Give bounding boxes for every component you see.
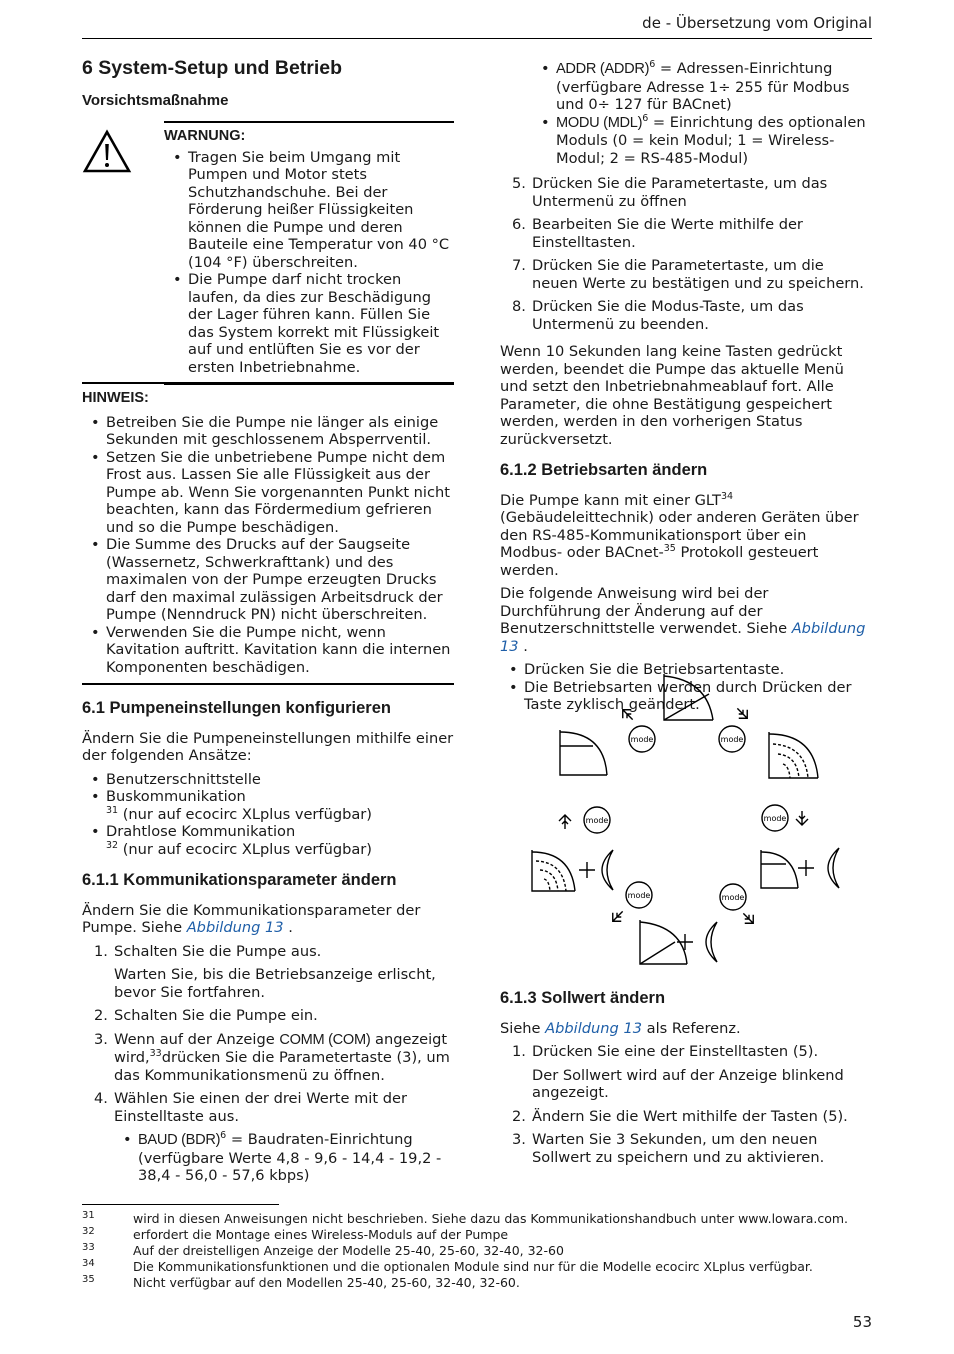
section-6-1-title: 6.1 Pumpeneinstellungen konfigurieren [82,699,391,717]
page-number: 53 [852,1313,872,1331]
step: 1. Drücken Sie eine der Einstelltasten (5). Der Sollwert wird auf der Anzeige blinkend angezeigt. [500,1043,872,1102]
mode-button-label: mode [721,893,745,902]
figure-link[interactable]: Abbildung 13 [186,919,284,936]
section-6-1-2-p1: Die Pumpe kann mit einer GLT$^{34}$ (Gebäudeleittechnik) oder anderen Geräten über den RS-485-Kommunikationsport über ein Modbus- oder BACnet-$^{35}$ Protokoll gesteuert werden. [500,490,859,579]
note-title: HINWEIS: [82,390,149,406]
approach-item: • Benutzerschnittstelle [82,771,454,789]
section-6-1-intro: Ändern Sie die Pumpeneinstellungen mithilfe einer der folgenden Ansätze: [82,729,454,764]
footnote-ref: 32 [106,839,119,851]
section-6-1-2-p2: Die folgende Anweisung wird bei der Durchführung der Änderung auf der Benutzerschnittstelle verwendet. Siehe Abbildung 13 . [500,585,866,655]
step: 3. Warten Sie 3 Sekunden, um den neuen Sollwert zu speichern und zu aktivieren. [512,1131,825,1166]
plus-icon [677,934,693,950]
mode-button[interactable] [626,882,652,908]
section-6-title: 6 System-Setup und Betrieb [82,57,343,79]
night-mode-icon [706,922,717,962]
warning-content [164,121,454,385]
approach-item: • Buskommunikation $^{31}$ (nur auf ecocirc XLplus verfügbar) [82,788,454,823]
header-rule [82,38,872,39]
arrow-icon [796,811,808,825]
mode-button[interactable] [762,805,788,831]
mode-cycle-diagram [527,672,867,967]
note-item: • Setzen Sie die unbetriebene Pumpe nicht dem Frost aus. Lassen Sie alle Flüssigkeit aus der Pumpe ab. Wenn Sie vorgenannten Punkt nicht beachten, kann das Fördermedium gefrieren und so die Pumpe beschädigen. [82,449,454,537]
step: 2. Ändern Sie die Wert mithilfe der Tasten (5). [512,1107,848,1125]
step: 6. Bearbeiten Sie die Werte mithilfe der Einstelltasten. [512,216,803,251]
footnote-ref: 31 [106,804,119,816]
warning-item: • Die Pumpe darf nicht trocken laufen, da dies zur Beschädigung der Lager führen kann. Füllen Sie das System korrekt mit Flüssigkeit auf und entlüften Sie es vor der ersten Inbetriebnahme. [164,271,454,376]
warning-item: • Tragen Sie beim Umgang mit Pumpen und Motor stets Schutzhandschuhe. Bei der Förderung heißer Flüssigkeiten können die Pumpe und deren Bauteile eine Temperatur von 40 °C (104 °F) überschreiten. [164,149,454,272]
value-item: • MODU (MDL)$^6$ = Einrichtung des optionalen Moduls (0 = kein Modul; 1 = Wireless-Modul; 2 = RS-485-Modul) [532,114,872,168]
precaution-heading: Vorsichtsmaßnahme [82,91,229,109]
step: 2. Schalten Sie die Pumpe ein. [94,1007,318,1024]
mode-item: • Die Betriebsarten werden durch Drücken der Taste zyklisch geändert. [500,679,872,714]
pump-curve-icon [664,674,713,720]
note-item: • Betreiben Sie die Pumpe nie länger als einige Sekunden mit geschlossenem Absperrventil. [82,414,454,449]
night-mode-icon [828,848,839,888]
section-6-1-3 [500,990,872,1172]
step: 8. Drücken Sie die Modus-Taste, um das Untermenü zu beenden. [512,298,804,333]
figure-link[interactable]: Abbildung 13 [545,1019,643,1037]
warning-box [82,121,454,376]
arrow-icon [609,907,627,925]
value-item: • BAUD (BDR)$^6$ = Baudraten-Einrichtung (verfügbare Werte 4,8 - 9,6 - 14,4 - 19,2 - 38,4 - 56,0 - 57,6 kbps) [114,1131,454,1185]
section-6-1-3-intro: Siehe Abbildung 13 als Referenz. [500,1019,741,1037]
mode-button[interactable] [629,726,655,752]
mode-button-label: mode [627,891,651,900]
note-item: • Verwenden Sie die Pumpe nicht, wenn Kavitation auftritt. Kavitation kann die internen Komponenten beschädigen. [82,624,454,677]
page-header: de - Übersetzung vom Original [642,14,872,32]
note-box [82,382,454,685]
step-sub: Der Sollwert wird auf der Anzeige blinkend angezeigt. [532,1066,844,1101]
section-6-1-1-title: 6.1.1 Kommunikationsparameter ändern [82,871,397,889]
pump-curve-icon [761,850,798,888]
arrow-icon [739,909,757,927]
step: 3. Wenn auf der Anzeige COMM (COM) angezeigt wird,$^{33}$drücken Sie die Parametertaste (3), um das Kommunikationsmenü zu öffnen. [94,1030,450,1084]
mode-button-label: mode [763,814,787,823]
arrow-icon [619,706,637,724]
step: 5. Drücken Sie die Parametertaste, um das Untermenü zu öffnen [512,175,828,210]
warning-triangle-icon [82,129,132,174]
pump-curve-icon [560,730,607,775]
figure-link[interactable]: Abbildung 13 [500,620,866,655]
step: 4. Wählen Sie einen der drei Werte mit der Einstelltaste aus. • BAUD (BDR)$^6$ = Baudraten-Einrichtung (verfügbare Werte 4,8 - 9,6 - 14,4 - 19,2 - 38,4 - 56,0 - 57,6 kbps) [82,1090,454,1185]
warning-title: WARNUNG: [164,128,246,144]
mode-button-label: mode [585,816,609,825]
section-6-1-2-title: 6.1.2 Betriebsarten ändern [500,461,708,479]
pump-curve-icon [769,732,818,778]
mode-item: • Drücken Sie die Betriebsartentaste. [500,661,872,679]
note-item: • Die Summe des Drucks auf der Saugseite (Wassernetz, Schwerkrafttank) und des maximalen von der Pumpe erzeugten Drucks darf den maximal zulässigen Arbeitsdruck der Pumpe (Nenndruck PN) nicht überschreiten. [82,536,454,624]
mode-button[interactable] [719,726,745,752]
approach-item: • Drahtlose Kommunikation $^{32}$ (nur auf ecocirc XLplus verfügbar) [82,823,454,858]
section-6-1-3-title: 6.1.3 Sollwert ändern [500,989,666,1007]
section-6-1-1-intro: Ändern Sie die Kommunikationsparameter der Pumpe. Siehe Abbildung 13 . [82,901,421,936]
plus-icon [579,862,595,878]
left-column [82,57,454,1191]
value-item: • ADDR (ADDR)$^6$ = Adressen-Einrichtung (verfügbare Adresse 1÷ 255 für Modbus und 0÷ 127 für BACnet) [532,60,872,114]
step-sub: Warten Sie, bis die Betriebsanzeige erlischt, bevor Sie fortfahren. [114,966,436,1001]
timeout-paragraph: Wenn 10 Sekunden lang keine Tasten gedrückt werden, beendet die Pumpe das aktuelle Menü und setzt den Inbetriebnahmeablauf fort. Alle Parameter, die ohne Bestätigung gespeichert werden, werden in den vorherigen Status zurückversetzt. [500,343,844,448]
night-mode-icon [602,850,613,890]
arrow-icon [559,815,571,829]
pump-curve-icon [532,850,575,891]
footnote-rule [82,1204,279,1205]
step: 1. Schalten Sie die Pumpe aus. Warten Sie, bis die Betriebsanzeige erlischt, bevor Sie fortfahren. [82,943,454,1002]
plus-icon [798,860,814,876]
mode-button-label: mode [720,735,744,744]
mode-button-label: mode [630,735,654,744]
mode-button[interactable] [584,807,610,833]
mode-button[interactable] [720,884,746,910]
step: 7. Drücken Sie die Parametertaste, um die neuen Werte zu bestätigen und zu speichern. [512,257,864,292]
arrow-icon [733,704,751,722]
